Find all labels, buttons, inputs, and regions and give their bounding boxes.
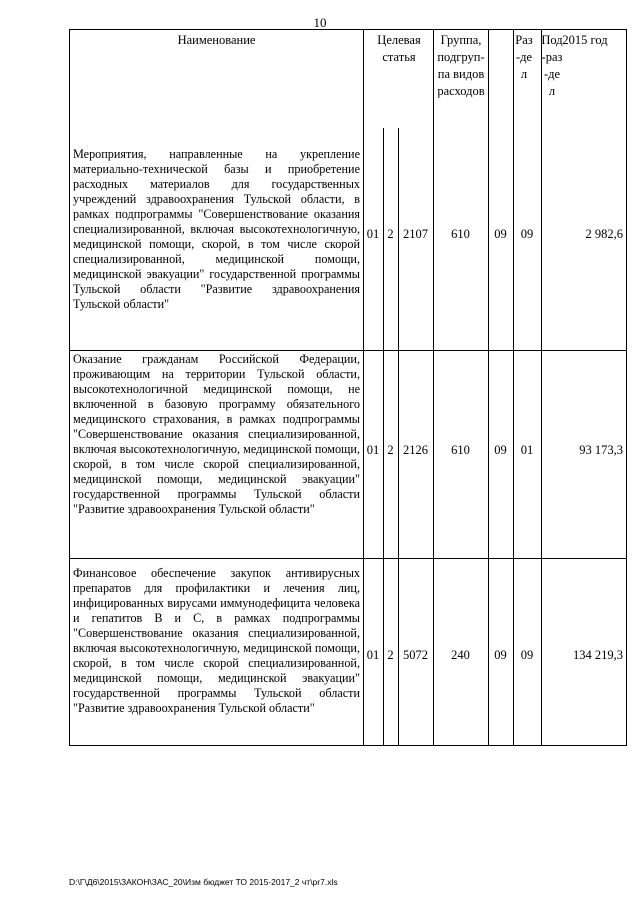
- header-name: Наименование: [177, 33, 256, 47]
- col-divider: [363, 30, 364, 745]
- row-2-group: 610: [451, 443, 470, 457]
- row-2-amount: 93 173,3: [579, 443, 623, 457]
- row-divider: [70, 350, 626, 351]
- row-1-amount: 2 982,6: [585, 227, 623, 241]
- row-1-code-direction: 2107: [403, 227, 428, 241]
- row-3-subsection: 09: [520, 648, 534, 662]
- budget-table: [69, 29, 627, 746]
- col-divider: [488, 30, 489, 745]
- col-divider: [433, 30, 434, 745]
- row-1-name: Мероприятия, направленные на укрепление материально-технической базы и приобретение расходных материалов для государственных учреждений здравоохранения Тульской области, в рамках подпрограммы "Совершенствование оказания специализированной, включая высокотехнологичную, медицинской помощи, скорой, в том числе скорой специализированной, медицинской помощи, медицинской эвакуации" государственной программы Тульской области "Развитие здравоохранения Тульской области": [73, 147, 360, 311]
- row-3-group: 240: [451, 648, 470, 662]
- header-year: 2015 год: [562, 33, 608, 47]
- row-1-subsection: 09: [520, 227, 534, 241]
- header-section: Раз-дел: [515, 33, 533, 81]
- row-2-section: 09: [494, 443, 507, 457]
- col-divider: [513, 30, 514, 745]
- row-1-code-subprogram: 2: [387, 227, 394, 241]
- header-target-article: Целевая статья: [377, 33, 421, 64]
- row-3-code-direction: 5072: [403, 648, 428, 662]
- row-divider: [70, 558, 626, 559]
- row-1-group: 610: [451, 227, 470, 241]
- row-3-code-subprogram: 2: [387, 648, 394, 662]
- row-2-code-direction: 2126: [403, 443, 428, 457]
- row-1-code-program: 01: [366, 227, 380, 241]
- row-3-code-program: 01: [366, 648, 380, 662]
- row-3-section: 09: [494, 648, 507, 662]
- row-2-code-program: 01: [366, 443, 380, 457]
- row-3-name: Финансовое обеспечение закупок антивирусных препаратов для профилактики и лечения лиц, инфицированных вирусами иммунодефицита человека и гепатитов В и С, в рамках подпрограммы "Совершенствование оказания специализированной, включая высокотехнологичную, медицинской помощи, скорой, в том числе скорой специализированной, медицинской помощи, медицинской эвакуации" государственной программы Тульской области "Развитие здравоохранения Тульской области": [73, 566, 360, 715]
- row-3-amount: 134 219,3: [573, 648, 623, 662]
- header-group: Группа, подгруп-па видов расходов: [437, 33, 485, 98]
- row-2-name: Оказание гражданам Российской Федерации, проживающим на территории Тульской области, высокотехнологичной медицинской помощи, не включенной в базовую программу обязательного медицинского страхования, в рамках подпрограммы "Совершенствование оказания специализированной, включая высокотехнологичную, медицинской помощи, скорой, в том числе скорой специализированной, медицинской помощи, медицинской эвакуации" государственной программы Тульской области "Развитие здравоохранения Тульской области": [73, 352, 360, 516]
- row-1-section: 09: [494, 227, 507, 241]
- file-path-footer: D:\Г\Д6\2015\ЗАКОН\ЗАС_20\Изм бюджет ТО 2015-2017_2 чт\pr7.xls: [69, 877, 338, 887]
- header-subsection: Под-раз-дел: [541, 33, 563, 98]
- row-2-code-subprogram: 2: [387, 443, 394, 457]
- row-2-subsection: 01: [520, 443, 534, 457]
- page-number: 10: [313, 15, 327, 30]
- col-divider: [541, 30, 542, 745]
